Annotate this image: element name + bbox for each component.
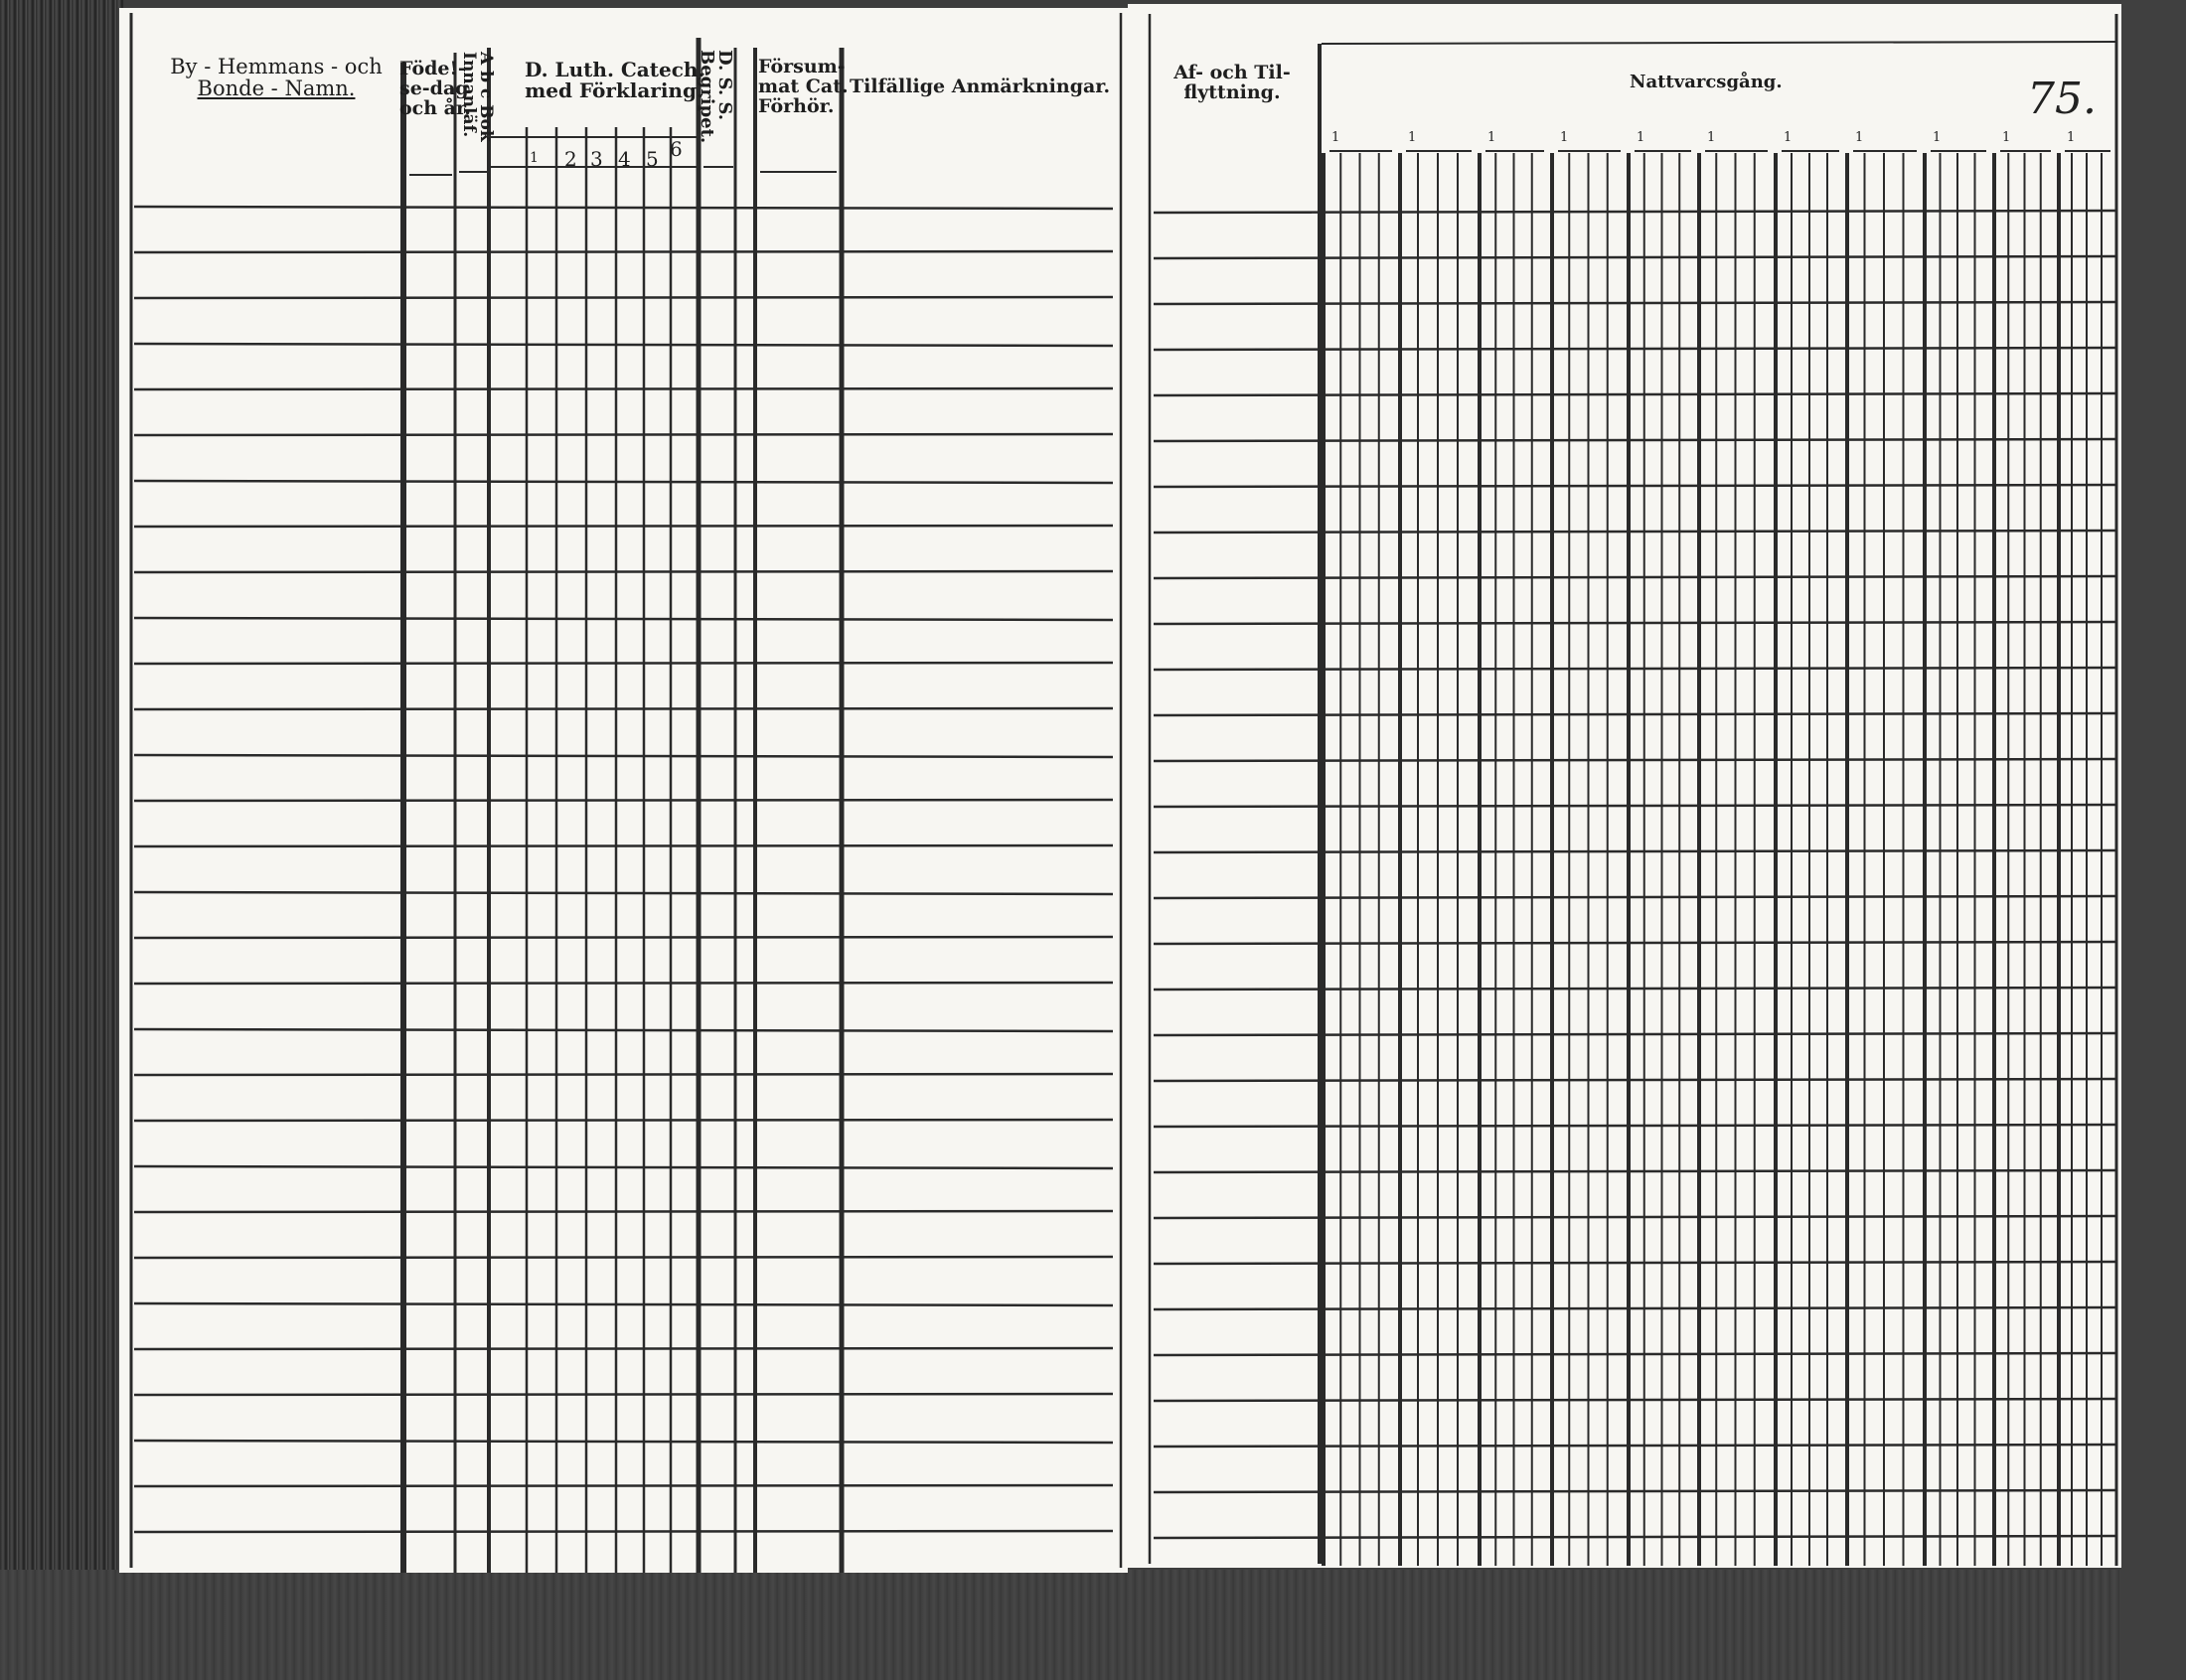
left-row-rule (134, 388, 1113, 389)
left-row-rule (134, 1211, 1113, 1212)
left-row-rule (134, 708, 1113, 709)
year-mark: 1 (2002, 130, 2011, 145)
right-row-rule (1154, 1125, 2116, 1127)
left-row-rule (134, 1166, 1113, 1168)
left-row-rule (134, 892, 1113, 894)
left-row-rule (134, 983, 1113, 984)
right-row-rule (1154, 439, 2116, 441)
left-row-rule (134, 1394, 1113, 1395)
header-communion: Nattvarcsgång. (1630, 72, 1783, 92)
header-ds: D. S. S. Begripet. (697, 50, 735, 144)
left-row-rule (134, 481, 1113, 483)
scan-background-bottom (0, 1570, 2186, 1680)
scan-background-right (2121, 0, 2186, 1680)
right-row-rule (1154, 302, 2116, 304)
right-row-rule (1154, 713, 2116, 715)
right-page-ruling (1128, 4, 2121, 1568)
left-row-rule (134, 845, 1113, 846)
right-row-rule (1154, 805, 2116, 807)
right-row-rule (1154, 348, 2116, 350)
book-spine (0, 0, 124, 1590)
right-row-rule (1154, 485, 2116, 487)
right-row-rule (1154, 896, 2116, 898)
year-mark: 1 (1487, 130, 1496, 145)
right-row-rule (1154, 759, 2116, 761)
right-row-rule (1154, 1262, 2116, 1264)
left-row-rule (134, 1029, 1113, 1031)
year-mark: 1 (1408, 130, 1417, 145)
left-row-rule (134, 1348, 1113, 1349)
left-page-ruling (119, 8, 1128, 1573)
right-row-rule (1154, 576, 2116, 578)
right-row-rule (1154, 1170, 2116, 1172)
left-row-rule (134, 1257, 1113, 1258)
catechism-col-3: 3 (590, 147, 603, 171)
year-mark: 1 (1707, 130, 1716, 145)
header-catechism: D. Luth. Catech. med Förklaring. (525, 58, 705, 102)
right-row-rule (1154, 1307, 2116, 1309)
header-moving: Af- och Til- flyttning. (1173, 62, 1291, 103)
right-row-rule (1154, 256, 2116, 258)
right-row-rule (1154, 1445, 2116, 1447)
left-row-rule (134, 526, 1113, 527)
left-row-rule (134, 251, 1113, 252)
right-row-rule (1154, 393, 2116, 395)
year-mark: 1 (1331, 130, 1340, 145)
year-mark: 1 (1637, 130, 1645, 145)
catechism-col-1: 1 (530, 150, 539, 166)
header-forsummat: Försum- mat Cat. Förhör. (758, 56, 849, 117)
right-row-rule (1154, 1216, 2116, 1218)
page-number: 75. (2027, 74, 2097, 124)
catechism-col-2: 2 (564, 147, 577, 171)
header-name: By - Hemmans - och Bonde - Namn. (170, 55, 383, 101)
communion-header-top (1322, 42, 2116, 44)
year-mark: 1 (1560, 130, 1569, 145)
header-birth: Föde!- se-dag och år. (399, 58, 471, 119)
right-row-rule (1154, 531, 2116, 533)
left-row-rule (134, 297, 1113, 298)
left-row-rule (134, 663, 1113, 664)
left-row-rule (134, 937, 1113, 938)
left-page (119, 8, 1128, 1573)
year-mark: 1 (1933, 130, 1942, 145)
left-row-rule (134, 1074, 1113, 1075)
right-row-rule (1154, 1353, 2116, 1355)
left-row-rule (134, 571, 1113, 572)
left-row-rule (134, 800, 1113, 801)
header-remarks: Tilfällige Anmärkningar. (850, 76, 1111, 97)
right-row-rule (1154, 988, 2116, 990)
catechism-col-6: 6 (670, 137, 683, 161)
right-row-rule (1154, 1079, 2116, 1081)
left-row-rule (134, 618, 1113, 620)
catechism-col-5: 5 (646, 147, 659, 171)
left-row-rule (134, 1531, 1113, 1532)
right-row-rule (1154, 850, 2116, 852)
right-page (1128, 4, 2121, 1568)
right-row-rule (1154, 942, 2116, 944)
left-row-rule (134, 1485, 1113, 1486)
right-row-rule (1154, 622, 2116, 624)
right-row-rule (1154, 668, 2116, 670)
year-mark: 1 (1784, 130, 1793, 145)
left-row-rule (134, 344, 1113, 346)
right-row-rule (1154, 1399, 2116, 1401)
right-row-rule (1154, 1033, 2116, 1035)
left-row-rule (134, 207, 1113, 209)
right-row-rule (1154, 1490, 2116, 1492)
header-abc: A b c Bok Innanläf. (459, 52, 496, 142)
catechism-col-4: 4 (618, 147, 631, 171)
left-row-rule (134, 755, 1113, 757)
left-row-rule (134, 1120, 1113, 1121)
left-row-rule (134, 434, 1113, 435)
left-row-rule (134, 1303, 1113, 1305)
left-row-rule (134, 1441, 1113, 1443)
year-mark: 1 (1855, 130, 1864, 145)
year-mark: 1 (2067, 130, 2076, 145)
right-row-rule (1154, 1536, 2116, 1538)
